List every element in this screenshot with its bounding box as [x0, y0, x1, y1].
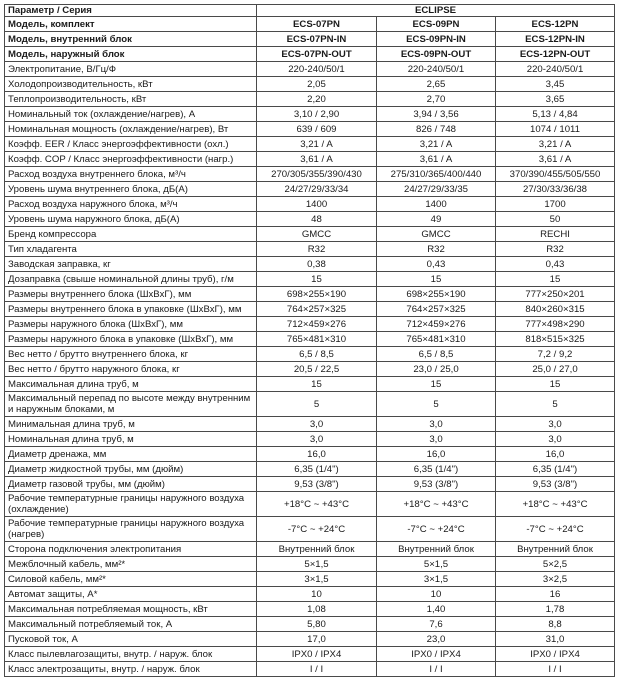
table-row	[5, 62, 615, 77]
value-cell: 698×255×190	[257, 287, 377, 302]
value-cell: ECS-07PN-IN	[257, 32, 377, 47]
value-cell: 270/305/355/390/430	[257, 167, 377, 182]
table-row	[5, 287, 615, 302]
value-cell: 840×260×315	[496, 302, 615, 317]
value-cell: 5	[377, 392, 496, 417]
param-cell: Модель, наружный блок	[5, 47, 257, 62]
value-cell: 3,61 / A	[377, 152, 496, 167]
value-cell: 0,38	[257, 257, 377, 272]
value-cell: 3,21 / A	[377, 137, 496, 152]
param-cell: Размеры внутреннего блока в упаковке (ШхВхГ), мм	[5, 302, 257, 317]
value-cell: 9,53 (3/8")	[377, 477, 496, 492]
param-cell: Межблочный кабель, мм²*	[5, 557, 257, 572]
value-cell: 6,5 / 8,5	[257, 347, 377, 362]
table-row	[5, 392, 615, 417]
table-row	[5, 317, 615, 332]
table-row	[5, 152, 615, 167]
value-cell: Внутренний блок	[496, 542, 615, 557]
param-cell: Уровень шума внутреннего блока, дБ(А)	[5, 182, 257, 197]
param-cell: Минимальная длина труб, м	[5, 417, 257, 432]
table-row	[5, 557, 615, 572]
table-row	[5, 197, 615, 212]
value-cell: -7°C ~ +24°C	[377, 517, 496, 542]
value-cell: 3×1,5	[377, 572, 496, 587]
table-row	[5, 362, 615, 377]
value-cell: 1400	[257, 197, 377, 212]
value-cell: 765×481×310	[377, 332, 496, 347]
value-cell: 1074 / 1011	[496, 122, 615, 137]
value-cell: 6,35 (1/4")	[377, 462, 496, 477]
value-cell: R32	[377, 242, 496, 257]
table-row	[5, 212, 615, 227]
value-cell: 712×459×276	[257, 317, 377, 332]
value-cell: ECS-09PN-IN	[377, 32, 496, 47]
value-cell: 0,43	[496, 257, 615, 272]
param-cell: Рабочие температурные границы наружного воздуха (охлаждение)	[5, 492, 257, 517]
param-cell: Уровень шума наружного блока, дБ(А)	[5, 212, 257, 227]
value-cell: +18°C ~ +43°C	[496, 492, 615, 517]
table-row	[5, 377, 615, 392]
value-cell: 15	[257, 272, 377, 287]
value-cell: 3,0	[496, 432, 615, 447]
value-cell: 1,08	[257, 602, 377, 617]
value-cell: 27/30/33/36/38	[496, 182, 615, 197]
value-cell: 1,40	[377, 602, 496, 617]
value-cell: 16,0	[377, 447, 496, 462]
value-cell: 5,80	[257, 617, 377, 632]
param-cell: Модель, внутренний блок	[5, 32, 257, 47]
value-cell: 6,5 / 8,5	[377, 347, 496, 362]
value-cell: 6,35 (1/4")	[257, 462, 377, 477]
table-row	[5, 332, 615, 347]
value-cell: 2,20	[257, 92, 377, 107]
value-cell: 3,61 / A	[496, 152, 615, 167]
value-cell: IPX0 / IPX4	[377, 647, 496, 662]
value-cell: 7,2 / 9,2	[496, 347, 615, 362]
value-cell: IPX0 / IPX4	[257, 647, 377, 662]
table-row	[5, 517, 615, 542]
value-cell: 765×481×310	[257, 332, 377, 347]
value-cell: R32	[496, 242, 615, 257]
spec-table	[4, 4, 615, 677]
value-cell: 6,35 (1/4")	[496, 462, 615, 477]
value-cell: 16,0	[257, 447, 377, 462]
value-cell: 3,21 / A	[496, 137, 615, 152]
value-cell: 10	[377, 587, 496, 602]
param-cell: Диаметр дренажа, мм	[5, 447, 257, 462]
value-cell: ECS-12PN-OUT	[496, 47, 615, 62]
value-cell: -7°C ~ +24°C	[257, 517, 377, 542]
value-cell: 1400	[377, 197, 496, 212]
param-cell: Размеры наружного блока в упаковке (ШхВхГ), мм	[5, 332, 257, 347]
value-cell: 5	[496, 392, 615, 417]
param-cell: Диаметр газовой трубы, мм (дюйм)	[5, 477, 257, 492]
value-cell: 5,13 / 4,84	[496, 107, 615, 122]
param-cell: Заводская заправка, кг	[5, 257, 257, 272]
table-row	[5, 302, 615, 317]
value-cell: 9,53 (3/8")	[496, 477, 615, 492]
value-cell: I / I	[257, 662, 377, 677]
value-cell: 5	[257, 392, 377, 417]
param-cell: Класс электрозащиты, внутр. / наруж. блок	[5, 662, 257, 677]
param-cell: Номинальная длина труб, м	[5, 432, 257, 447]
value-cell: 5×1,5	[257, 557, 377, 572]
value-cell: 15	[496, 377, 615, 392]
value-cell: 24/27/29/33/35	[377, 182, 496, 197]
param-cell: Электропитание, В/Гц/Ф	[5, 62, 257, 77]
param-cell: Размеры наружного блока (ШхВхГ), мм	[5, 317, 257, 332]
table-row	[5, 602, 615, 617]
value-cell: I / I	[496, 662, 615, 677]
value-cell: 1700	[496, 197, 615, 212]
param-cell: Теплопроизводительность, кВт	[5, 92, 257, 107]
value-cell: 639 / 609	[257, 122, 377, 137]
table-row	[5, 107, 615, 122]
value-cell: 3,0	[377, 417, 496, 432]
value-cell: 16	[496, 587, 615, 602]
value-cell: 2,05	[257, 77, 377, 92]
value-cell: 2,70	[377, 92, 496, 107]
table-row	[5, 92, 615, 107]
value-cell: 275/310/365/400/440	[377, 167, 496, 182]
value-cell: +18°C ~ +43°C	[377, 492, 496, 517]
value-cell: 17,0	[257, 632, 377, 647]
value-cell: 9,53 (3/8")	[257, 477, 377, 492]
value-cell: ECS-07PN-OUT	[257, 47, 377, 62]
value-cell: +18°C ~ +43°C	[257, 492, 377, 517]
value-cell: 712×459×276	[377, 317, 496, 332]
value-cell: 48	[257, 212, 377, 227]
value-cell: 3,65	[496, 92, 615, 107]
spec-table-body	[5, 5, 615, 677]
value-cell: 15	[377, 272, 496, 287]
value-cell: 15	[377, 377, 496, 392]
value-cell: 10	[257, 587, 377, 602]
table-row	[5, 462, 615, 477]
table-row	[5, 417, 615, 432]
param-cell: Размеры внутреннего блока (ШхВхГ), мм	[5, 287, 257, 302]
param-cell: Силовой кабель, мм²*	[5, 572, 257, 587]
table-row	[5, 167, 615, 182]
value-cell: 818×515×325	[496, 332, 615, 347]
value-cell: -7°C ~ +24°C	[496, 517, 615, 542]
param-cell: Максимальная длина труб, м	[5, 377, 257, 392]
header-series: ECLIPSE	[257, 5, 615, 17]
value-cell: IPX0 / IPX4	[496, 647, 615, 662]
table-row	[5, 492, 615, 517]
value-cell: 826 / 748	[377, 122, 496, 137]
table-row	[5, 647, 615, 662]
value-cell: 8,8	[496, 617, 615, 632]
value-cell: 220-240/50/1	[496, 62, 615, 77]
param-cell: Расход воздуха внутреннего блока, м³/ч	[5, 167, 257, 182]
table-row	[5, 182, 615, 197]
value-cell: 764×257×325	[377, 302, 496, 317]
table-row	[5, 47, 615, 62]
table-row	[5, 347, 615, 362]
table-row	[5, 257, 615, 272]
value-cell: 7,6	[377, 617, 496, 632]
value-cell: 777×498×290	[496, 317, 615, 332]
header-row	[5, 5, 615, 17]
value-cell: 20,5 / 22,5	[257, 362, 377, 377]
table-row	[5, 17, 615, 32]
table-row	[5, 137, 615, 152]
value-cell: 764×257×325	[257, 302, 377, 317]
table-row	[5, 662, 615, 677]
value-cell: 50	[496, 212, 615, 227]
param-cell: Номинальный ток (охлаждение/нагрев), А	[5, 107, 257, 122]
value-cell: 3,10 / 2,90	[257, 107, 377, 122]
value-cell: 220-240/50/1	[377, 62, 496, 77]
param-cell: Максимальная потребляемая мощность, кВт	[5, 602, 257, 617]
value-cell: 3,0	[496, 417, 615, 432]
value-cell: ECS-07PN	[257, 17, 377, 32]
value-cell: 23,0	[377, 632, 496, 647]
param-cell: Холодопроизводительность, кВт	[5, 77, 257, 92]
param-cell: Вес нетто / брутто внутреннего блока, кг	[5, 347, 257, 362]
value-cell: 49	[377, 212, 496, 227]
param-cell: Бренд компрессора	[5, 227, 257, 242]
value-cell: 15	[496, 272, 615, 287]
value-cell: 698×255×190	[377, 287, 496, 302]
value-cell: 0,43	[377, 257, 496, 272]
param-cell: Вес нетто / брутто наружного блока, кг	[5, 362, 257, 377]
value-cell: 2,65	[377, 77, 496, 92]
value-cell: 3,0	[257, 417, 377, 432]
value-cell: 3,94 / 3,56	[377, 107, 496, 122]
param-cell: Коэфф. COP / Класс энергоэффективности (нагр.)	[5, 152, 257, 167]
table-row	[5, 572, 615, 587]
value-cell: ECS-09PN-OUT	[377, 47, 496, 62]
table-row	[5, 122, 615, 137]
param-cell: Модель, комплект	[5, 17, 257, 32]
value-cell: ECS-12PN-IN	[496, 32, 615, 47]
value-cell: 23,0 / 25,0	[377, 362, 496, 377]
param-cell: Сторона подключения электропитания	[5, 542, 257, 557]
value-cell: 3×1,5	[257, 572, 377, 587]
value-cell: 1,78	[496, 602, 615, 617]
value-cell: GMCC	[257, 227, 377, 242]
header-param-label: Параметр / Серия	[5, 5, 257, 17]
value-cell: 25,0 / 27,0	[496, 362, 615, 377]
value-cell: ECS-09PN	[377, 17, 496, 32]
value-cell: 370/390/455/505/550	[496, 167, 615, 182]
value-cell: 777×250×201	[496, 287, 615, 302]
param-cell: Номинальная мощность (охлаждение/нагрев), Вт	[5, 122, 257, 137]
value-cell: Внутренний блок	[257, 542, 377, 557]
table-row	[5, 272, 615, 287]
value-cell: 3,61 / A	[257, 152, 377, 167]
param-cell: Расход воздуха наружного блока, м³/ч	[5, 197, 257, 212]
param-cell: Класс пылевлагозащиты, внутр. / наруж. блок	[5, 647, 257, 662]
value-cell: R32	[257, 242, 377, 257]
table-row	[5, 632, 615, 647]
value-cell: RECHI	[496, 227, 615, 242]
value-cell: 31,0	[496, 632, 615, 647]
param-cell: Автомат защиты, А*	[5, 587, 257, 602]
table-row	[5, 447, 615, 462]
param-cell: Рабочие температурные границы наружного воздуха (нагрев)	[5, 517, 257, 542]
value-cell: 3×2,5	[496, 572, 615, 587]
value-cell: 3,21 / A	[257, 137, 377, 152]
value-cell: 15	[257, 377, 377, 392]
param-cell: Дозаправка (свыше номинальной длины труб), г/м	[5, 272, 257, 287]
table-row	[5, 432, 615, 447]
value-cell: 5×1,5	[377, 557, 496, 572]
table-row	[5, 227, 615, 242]
value-cell: 3,45	[496, 77, 615, 92]
param-cell: Максимальный перепад по высоте между внутренним и наружным блоками, м	[5, 392, 257, 417]
value-cell: 24/27/29/33/34	[257, 182, 377, 197]
value-cell: GMCC	[377, 227, 496, 242]
value-cell: ECS-12PN	[496, 17, 615, 32]
table-row	[5, 477, 615, 492]
value-cell: 3,0	[377, 432, 496, 447]
value-cell: 3,0	[257, 432, 377, 447]
table-row	[5, 542, 615, 557]
value-cell: 5×2,5	[496, 557, 615, 572]
table-row	[5, 77, 615, 92]
table-row	[5, 587, 615, 602]
table-row	[5, 32, 615, 47]
value-cell: 220-240/50/1	[257, 62, 377, 77]
param-cell: Коэфф. EER / Класс энергоэффективности (охл.)	[5, 137, 257, 152]
table-row	[5, 617, 615, 632]
param-cell: Пусковой ток, А	[5, 632, 257, 647]
value-cell: Внутренний блок	[377, 542, 496, 557]
param-cell: Тип хладагента	[5, 242, 257, 257]
value-cell: I / I	[377, 662, 496, 677]
value-cell: 16,0	[496, 447, 615, 462]
table-row	[5, 242, 615, 257]
param-cell: Максимальный потребляемый ток, А	[5, 617, 257, 632]
param-cell: Диаметр жидкостной трубы, мм (дюйм)	[5, 462, 257, 477]
